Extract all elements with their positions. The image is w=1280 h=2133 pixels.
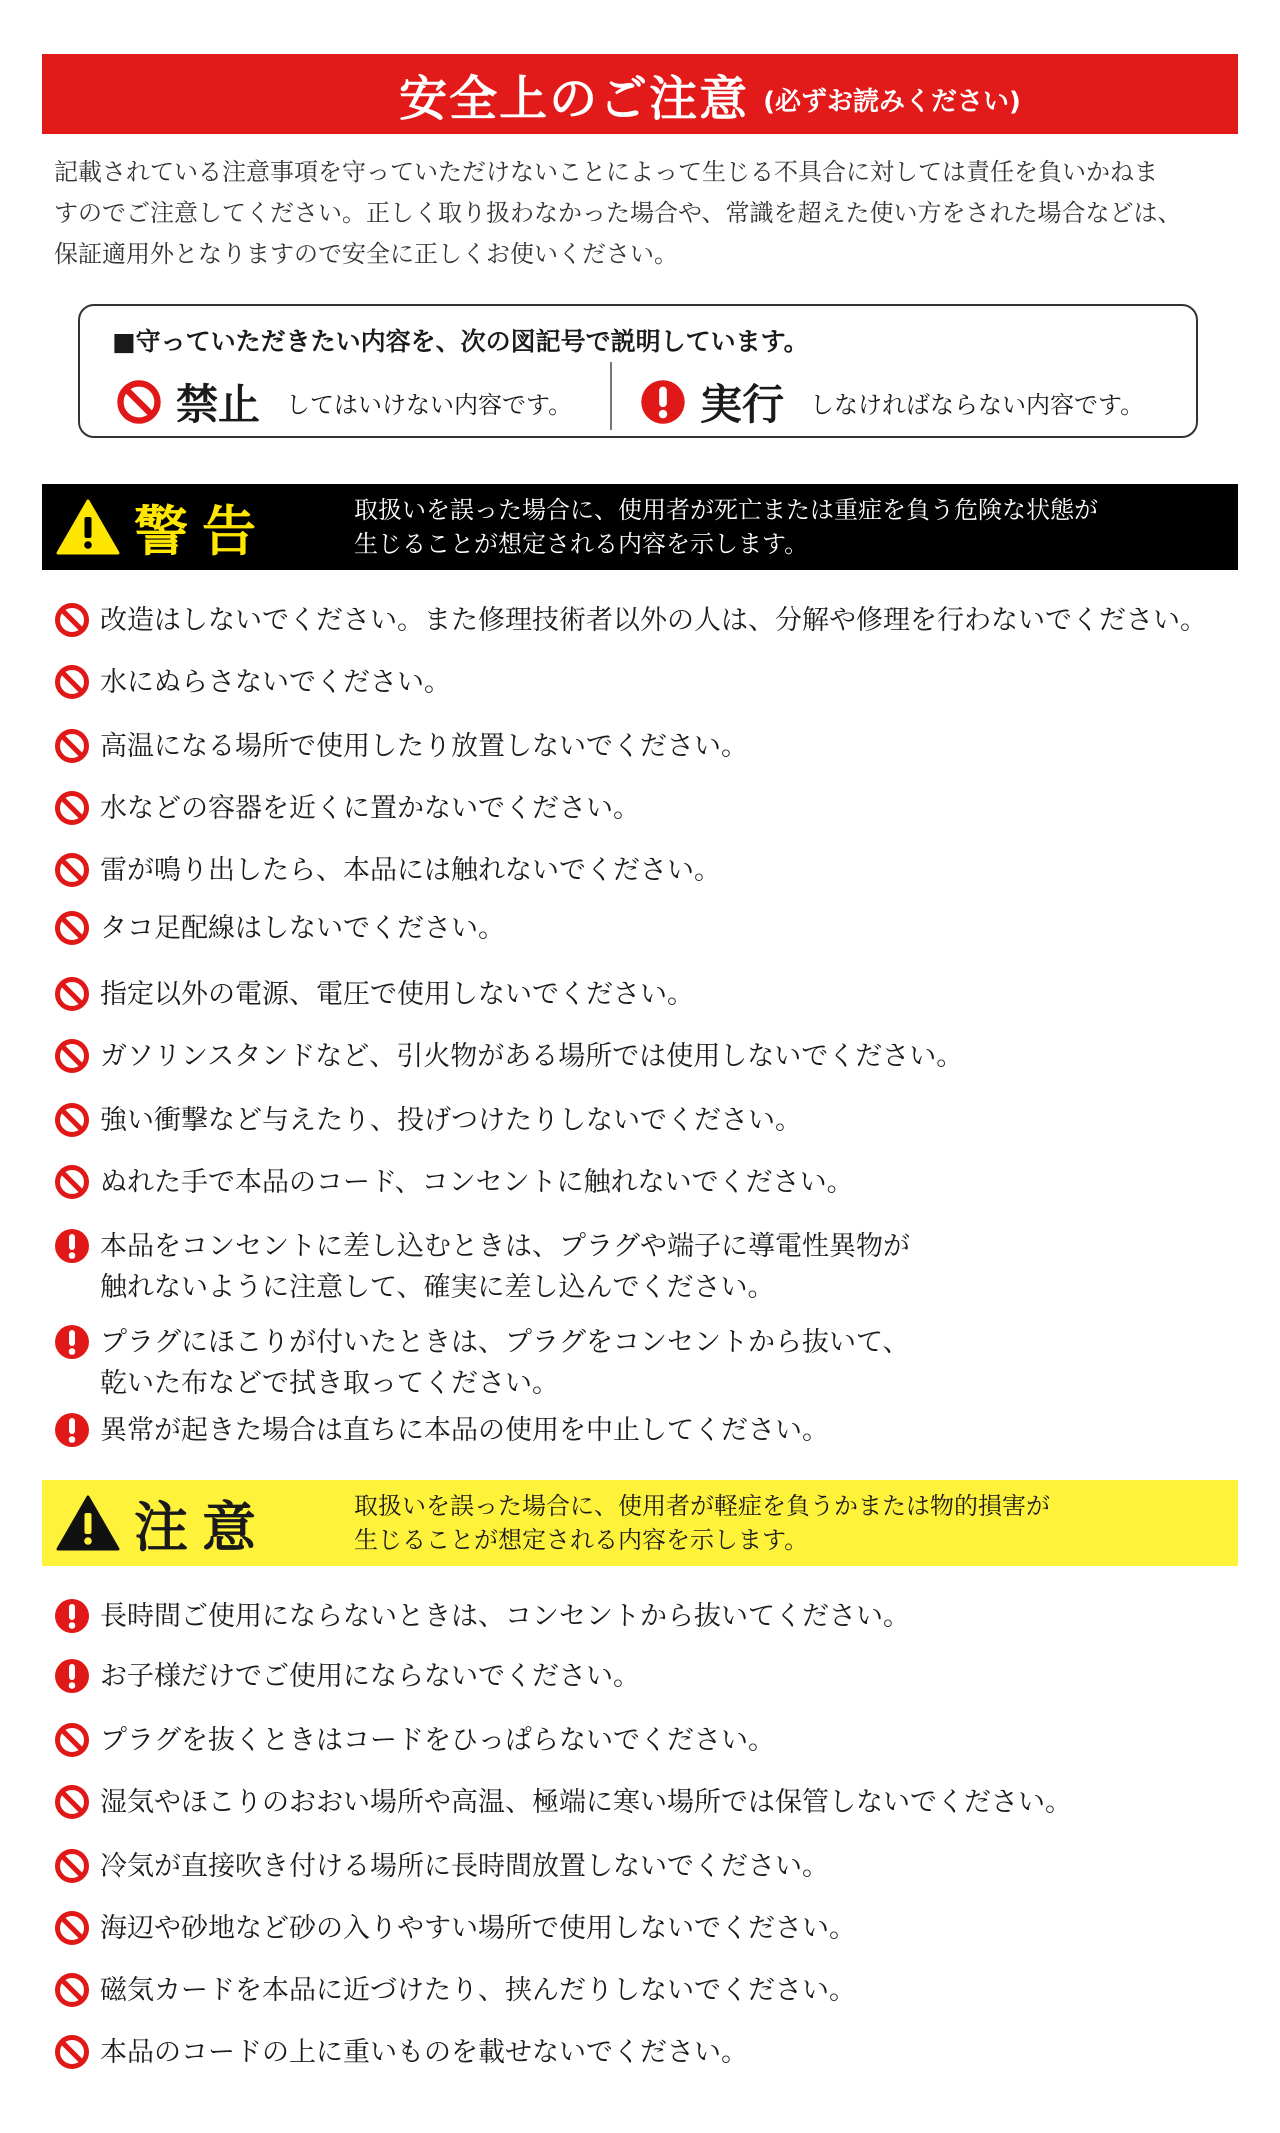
prohibition-icon — [54, 976, 90, 1012]
caution-title: 注意 — [134, 1495, 270, 1559]
caution-item-text — [100, 1720, 775, 1761]
intro-line: すのでご注意してください。正しく取り扱わなかった場合や、常識を超えた使い方をされた場合などは、 — [54, 199, 1182, 227]
warning-item-line: 水にぬらさないでください。 — [100, 667, 451, 698]
warning-item-text — [100, 850, 721, 891]
warning-item-line: 強い衝撃など与えたり、投げつけたりしないでください。 — [100, 1105, 802, 1136]
caution-desc-line: 取扱いを誤った場合に、使用者が軽症を負うかまたは物的損害が — [354, 1492, 1050, 1520]
warning-item — [54, 662, 451, 703]
caution-item — [54, 1720, 775, 1761]
caution-item-text — [100, 1970, 856, 2011]
warning-item-text — [100, 1162, 854, 1203]
prohibition-icon — [54, 1722, 90, 1758]
warning-item-line: タコ足配線はしないでください。 — [100, 913, 505, 944]
caution-item-text — [100, 1908, 856, 1949]
caution-triangle-icon — [56, 1494, 120, 1552]
warning-item — [54, 726, 748, 767]
legend-heading: ■守っていただきたい内容を、次の図記号で説明しています。 — [112, 327, 809, 356]
prohibition-icon — [54, 2034, 90, 2070]
prohibition-icon — [54, 1972, 90, 2008]
legend-prohibit-term: 禁止 — [176, 380, 261, 429]
prohibition-icon — [54, 790, 90, 826]
exclamation-icon — [54, 1412, 90, 1448]
exclamation-icon — [640, 379, 686, 425]
warning-item-line: 雷が鳴り出したら、本品には触れないでください。 — [100, 855, 721, 886]
warning-item-line: 水などの容器を近くに置かないでください。 — [100, 793, 640, 824]
caution-item-line: 海辺や砂地など砂の入りやすい場所で使用しないでください。 — [100, 1913, 856, 1944]
caution-item-line: 湿気やほこりのおおい場所や高温、極端に寒い場所では保管しないでください。 — [100, 1787, 1072, 1818]
prohibition-icon — [54, 1038, 90, 1074]
caution-item — [54, 2032, 748, 2073]
warning-item-line: 異常が起きた場合は直ちに本品の使用を中止してください。 — [100, 1415, 829, 1446]
caution-item-text — [100, 1656, 640, 1697]
warning-item-text — [100, 1036, 963, 1077]
caution-desc-line: 生じることが想定される内容を示します。 — [354, 1526, 809, 1554]
caution-item-line: 長時間ご使用にならないときは、コンセントから抜いてください。 — [100, 1601, 910, 1632]
warning-item-text — [100, 1322, 909, 1404]
warning-item — [54, 600, 1207, 641]
exclamation-icon — [54, 1324, 90, 1360]
warning-title: 警告 — [134, 499, 270, 563]
caution-item-text — [100, 1846, 829, 1887]
legend-execute-desc: しなければならない内容です。 — [810, 390, 1145, 419]
warning-item-line: 触れないように注意して、確実に差し込んでください。 — [100, 1272, 775, 1303]
warning-item — [54, 1410, 829, 1451]
warning-item-text — [100, 662, 451, 703]
intro-line: 記載されている注意事項を守っていただけないことによって生じる不具合に対しては責任を負いかねま — [54, 158, 1158, 186]
warning-item-text — [100, 726, 748, 767]
title-banner — [42, 54, 1238, 134]
warning-item-line: 乾いた布などで拭き取ってください。 — [100, 1368, 559, 1399]
warning-item-line: ぬれた手で本品のコード、コンセントに触れないでください。 — [100, 1167, 854, 1198]
warning-triangle-icon — [56, 498, 120, 556]
prohibition-icon — [54, 910, 90, 946]
legend-prohibit — [116, 372, 572, 432]
warning-item-line: 本品をコンセントに差し込むときは、プラグや端子に導電性異物が — [100, 1231, 910, 1262]
warning-item — [54, 1226, 910, 1308]
caution-item — [54, 1908, 856, 1949]
caution-item — [54, 1596, 910, 1637]
warning-item — [54, 1162, 854, 1203]
caution-item-line: 本品のコードの上に重いものを載せないでください。 — [100, 2037, 748, 2068]
caution-item-line: お子様だけでご使用にならないでください。 — [100, 1661, 640, 1692]
exclamation-icon — [54, 1658, 90, 1694]
warning-item-text — [100, 974, 694, 1015]
warning-item-text — [100, 908, 505, 949]
warning-description — [354, 493, 1098, 561]
caution-item-text — [100, 1782, 1072, 1823]
warning-desc-line: 取扱いを誤った場合に、使用者が死亡または重症を負う危険な状態が — [354, 496, 1098, 524]
prohibition-icon — [54, 1848, 90, 1884]
warning-item-text — [100, 1226, 910, 1308]
caution-item-text — [100, 2032, 748, 2073]
caution-item — [54, 1782, 1072, 1823]
caution-item — [54, 1970, 856, 2011]
warning-item — [54, 1036, 963, 1077]
warning-item — [54, 788, 640, 829]
page-subtitle: (必ずお読みください) — [763, 86, 1021, 117]
prohibition-icon — [54, 602, 90, 638]
warning-item-line: 改造はしないでください。また修理技術者以外の人は、分解や修理を行わないでください。 — [100, 605, 1207, 636]
caution-item-line: 冷気が直接吹き付ける場所に長時間放置しないでください。 — [100, 1851, 829, 1882]
warning-item-line: 指定以外の電源、電圧で使用しないでください。 — [100, 979, 694, 1010]
warning-item — [54, 1100, 802, 1141]
warning-desc-line: 生じることが想定される内容を示します。 — [354, 530, 809, 558]
warning-item — [54, 908, 505, 949]
warning-item-text — [100, 788, 640, 829]
caution-item-line: プラグを抜くときはコードをひっぱらないでください。 — [100, 1725, 775, 1756]
prohibition-icon — [54, 1102, 90, 1138]
prohibition-icon — [54, 1784, 90, 1820]
warning-item — [54, 1322, 909, 1404]
warning-item-text — [100, 1100, 802, 1141]
page-title: 安全上のご注意 — [399, 70, 750, 127]
intro-line: 保証適用外となりますので安全に正しくお使いください。 — [54, 240, 678, 268]
prohibition-icon — [54, 1164, 90, 1200]
legend-prohibit-desc: してはいけない内容です。 — [286, 390, 573, 419]
warning-item-text — [100, 1410, 829, 1451]
legend-divider — [610, 362, 612, 430]
warning-item-line: ガソリンスタンドなど、引火物がある場所では使用しないでください。 — [100, 1041, 964, 1072]
warning-item-text — [100, 600, 1207, 641]
prohibition-icon — [54, 1910, 90, 1946]
exclamation-icon — [54, 1598, 90, 1634]
warning-header — [42, 484, 1238, 570]
legend-execute-term: 実行 — [700, 380, 785, 429]
intro-paragraph — [54, 152, 1234, 275]
caution-item — [54, 1656, 640, 1697]
caution-description — [354, 1489, 1050, 1557]
caution-item-line: 磁気カードを本品に近づけたり、挟んだりしないでください。 — [100, 1975, 856, 2006]
legend-execute — [640, 372, 1144, 432]
caution-header — [42, 1480, 1238, 1566]
warning-item — [54, 850, 721, 891]
warning-item — [54, 974, 694, 1015]
caution-item-text — [100, 1596, 910, 1637]
exclamation-icon — [54, 1228, 90, 1264]
warning-item-line: プラグにほこりが付いたときは、プラグをコンセントから抜いて、 — [100, 1327, 910, 1358]
prohibition-icon — [54, 728, 90, 764]
warning-item-line: 高温になる場所で使用したり放置しないでください。 — [100, 731, 748, 762]
symbol-legend — [78, 304, 1198, 438]
prohibition-icon — [54, 852, 90, 888]
caution-item — [54, 1846, 829, 1887]
prohibition-icon — [116, 379, 162, 425]
prohibition-icon — [54, 664, 90, 700]
